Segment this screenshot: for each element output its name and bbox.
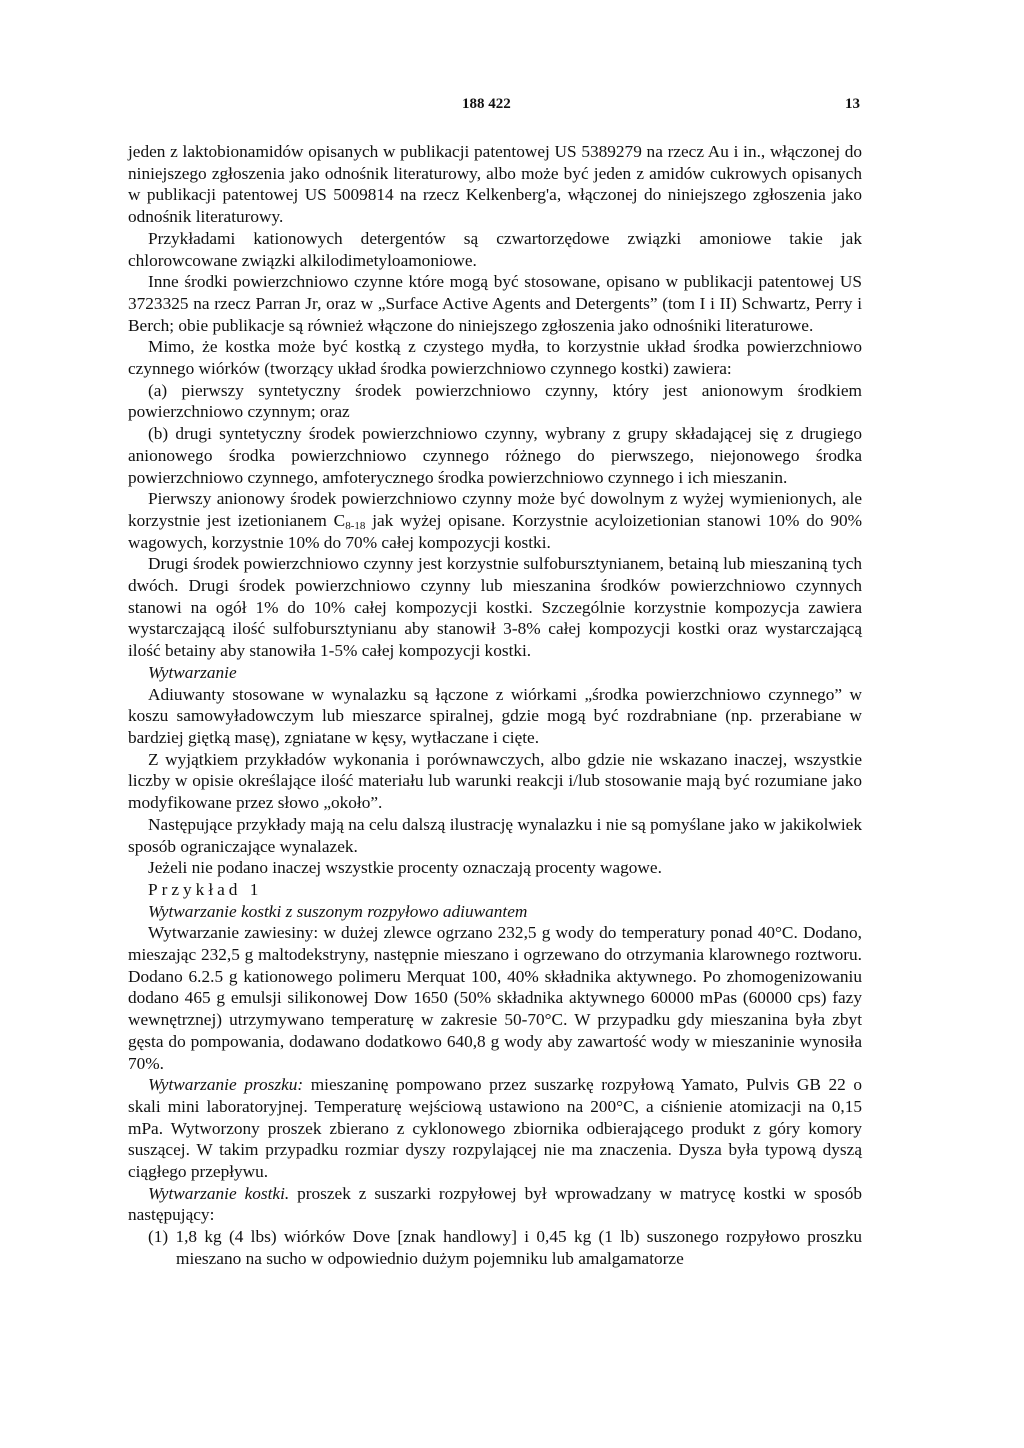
list-item-b: (b) drugi syntetyczny środek powierzchniowo czynny, wybrany z grupy składającej się z drugiego anionowego środka powierzchniowo czynnego różnego do pierwszego, niejonowego środka powierzchniowo czynnego, amfoterycznego środka powierzchniowo czynnego i ich mieszanin. xyxy=(128,424,862,487)
paragraph-8: Drugi środek powierzchniowo czynny jest korzystnie sulfobursztynianem, betainą lub mieszaniną tych dwóch. Drugi środek powierzchniowo czynny lub mieszanina środków powierzchniowo czynnych stanowi na ogół 1% do 10% całej kompozycji kostki. Szczególnie korzystnie kompozycja zawiera wystarczającą ilość sulfobursztynianu aby stanowił 3-8% całej kompozycji kostki oraz wystarczającą ilość betainy aby stanowiła 1-5% całej kompozycji kostki. xyxy=(128,554,862,661)
example-heading: Przykład 1 xyxy=(148,879,263,899)
paragraph-3: Inne środki powierzchniowo czynne które mogą być stosowane, opisano w publikacji patentowej US 3723325 na rzecz Parran Jr, oraz w „Surface Active Agents and Detergents” (tom I i II) Schwartz, Perry i Berch; obie publikacje są również włączone do niniejszego zgłoszenia jako odnośniki literaturowe. xyxy=(128,272,862,335)
paragraph-2: Przykładami kationowych detergentów są czwartorzędowe związki amoniowe takie jak chlorowcowane związki alkilodimetyloamoniowe. xyxy=(128,228,862,270)
paragraph-14: Wytwarzanie proszku: mieszaninę pompowano przez suszarkę rozpyłową Yamato, Pulvis GB 22 o skali mini laboratoryjnej. Temperaturę wejściową ustawiono na 200°C, a ciśnienie atomizacji na 0,15 mPa. Wytworzony proszek zbierano z cyklonowego zbiornika odbierającego produkt z góry komory suszącej. W takim przypadku rozmiar dyszy rozpylającej nie ma znaczenia. Dysza była typową dyszą ciągłego przepływu. xyxy=(128,1075,862,1182)
body-text xyxy=(128,141,862,1270)
paragraph-13: Wytwarzanie zawiesiny: w dużej zlewce ogrzano 232,5 g wody do temperatury ponad 40°C. Dodano, mieszając 232,5 g maltodekstryny, następnie mieszano i ogrzewano do otrzymania klarownego roztworu. Dodano 6.2.5 g kationowego polimeru Merquat 100, 40% składnika aktywnego. Po zhomogenizowaniu dodano 465 g emulsji silikonowej Dow 1650 (50% składnika aktywnego 60000 mPas (60000 cps) fazy wewnętrznej) utrzymywano temperaturę w zakresie 50-70°C. W przypadku gdy mieszanina była zbyt gęsta do pompowania, dodawano dodatkowo 640,8 g wody aby zawartość wody w mieszaninie wynosiła 70%. xyxy=(128,923,862,1073)
paragraph-12: Jeżeli nie podano inaczej wszystkie procenty oznaczają procenty wagowe. xyxy=(148,858,662,878)
subscript-carbon-range: 8-18 xyxy=(345,519,366,532)
paragraph-1: jeden z laktobionamidów opisanych w publikacji patentowej US 5389279 na rzecz Au i in., włączonej do niniejszego zgłoszenia jako odnośnik literaturowy, albo może być jeden z amidów cukrowych opisanych w publikacji patentowej US 5009814 na rzecz Kelkenberg'a, włączonej do niniejszego zgłoszenia jako odnośnik literaturowy. xyxy=(128,142,862,227)
paragraph-4: Mimo, że kostka może być kostką z czystego mydła, to korzystnie układ środka powierzchniowo czynnego wiórków (tworzący układ środka powierzchniowo czynnego kostki) zawiera: xyxy=(128,337,862,379)
section-heading-wytwarzanie: Wytwarzanie xyxy=(148,662,237,682)
paragraph-7: Pierwszy anionowy środek powierzchniowo czynny może być dowolnym z wyżej wymienionych, ale korzystnie jest izetionianem $C_{8-18}$ jak wyżej opisane. Korzystnie acyloizetionian stanowi 10% do 90% wagowych, korzystnie 10% do 70% całej kompozycji kostki. xyxy=(128,489,862,552)
paragraph-15: Wytwarzanie kostki. proszek z suszarki rozpyłowej był wprowadzany w matrycę kostki w sposób następujący: xyxy=(128,1183,862,1225)
list-item-a: (a) pierwszy syntetyczny środek powierzchniowo czynny, który jest anionowym środkiem powierzchniowo czynnym; oraz xyxy=(128,380,862,422)
paragraph-10: Z wyjątkiem przykładów wykonania i porównawczych, albo gdzie nie wskazano inaczej, wszystkie liczby w opisie określające ilość materiału lub warunki reakcji i/lub stosowanie mają być rozumiane jako modyfikowane przez słowo „około”. xyxy=(128,749,862,813)
patent-number: 188 422 xyxy=(462,96,511,112)
paragraph-11: Następujące przykłady mają na celu dalszą ilustrację wynalazku i nie są pomyślane jako w jakikolwiek sposób ograniczające wynalazek. xyxy=(128,814,862,856)
list-item-1: (1) 1,8 kg (4 lbs) wiórków Dove [znak handlowy] i 0,45 kg (1 lb) suszonego rozpyłowo proszku mieszano na sucho w odpowiednio dużym pojemniku lub amalgamatorze xyxy=(148,1227,862,1268)
example-subheading: Wytwarzanie kostki z suszonym rozpyłowo adiuwantem xyxy=(148,901,528,921)
page-header xyxy=(0,96,1024,118)
page-number: 13 xyxy=(845,96,860,112)
paragraph-9: Adiuwanty stosowane w wynalazku są łączone z wiórkami „środka powierzchniowo czynnego” w koszu samowyładowczym lub mieszarce spiralnej, gdzie mogą być rozdrabniane (np. przerabiane w bardziej giętką masę), zgniatane w kęsy, wytłaczane i cięte. xyxy=(128,684,862,747)
